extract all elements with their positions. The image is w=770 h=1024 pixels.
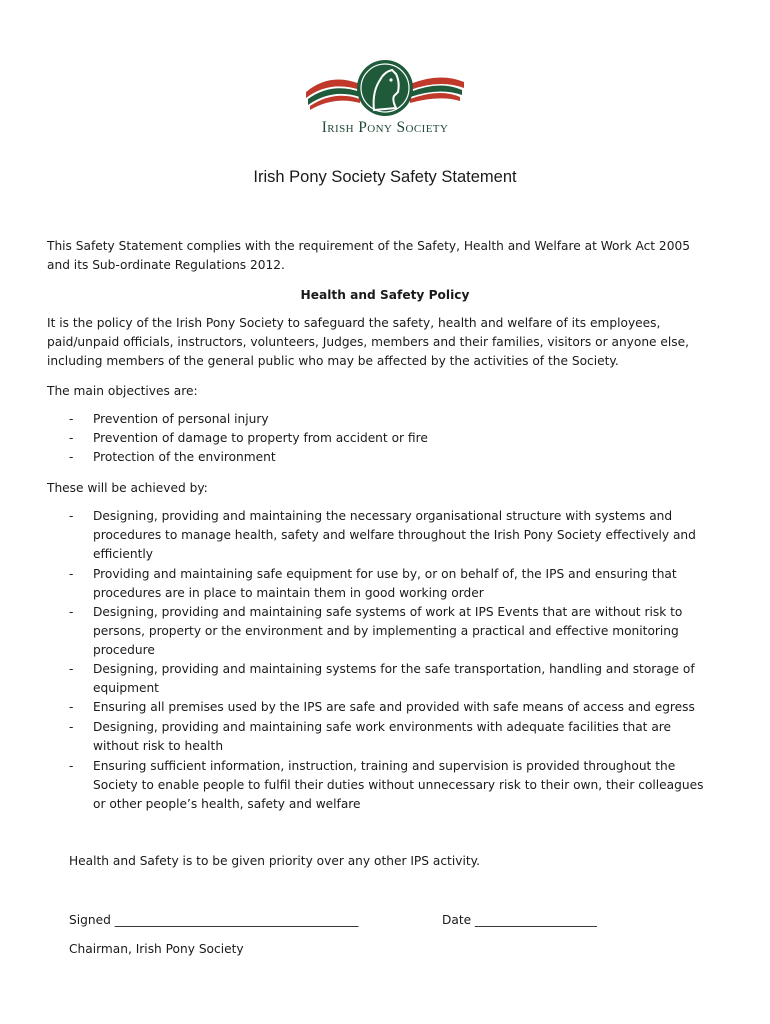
intro-line: This Safety Statement complies with the requirement of the Safety, Health and Welfare at Work Act 2005 [47,239,690,253]
objective-item: Prevention of damage to property from accident or fire [93,431,428,445]
signed-field: Signed ________________________________________ [69,913,359,927]
date-field: Date ____________________ [442,913,597,927]
achieved-item-line: Providing and maintaining safe equipment for use by, or on behalf of, the IPS and ensuring that [93,567,677,581]
achieved-item-line: efficiently [93,547,153,561]
achieved-item-line: without risk to health [93,739,224,753]
achieved-item-line: Designing, providing and maintaining the necessary organisational structure with systems and [93,509,673,523]
bullet-marker: - [69,759,74,773]
policy-line: including members of the general public who may be affected by the activities of the Society. [47,354,619,368]
priority-statement: Health and Safety is to be given priority over any other IPS activity. [69,854,480,868]
bullet-marker: - [69,662,74,676]
achieved-item-line: Ensuring all premises used by the IPS are safe and provided with safe means of access and egress [93,700,695,714]
bullet-marker: - [69,605,74,619]
achieved-item-line: equipment [93,681,159,695]
achieved-item-line: Society to enable people to fulfil their duties without unnecessary risk to their own, their colleagues [93,778,704,792]
bullet-marker: - [69,412,74,426]
achieved-label: These will be achieved by: [47,481,208,495]
page-title: Irish Pony Society Safety Statement [253,168,517,186]
achieved-item-line: persons, property or the environment and by implementing a practical and effective monitoring [93,624,679,638]
bullet-marker: - [69,431,74,445]
policy-heading: Health and Safety Policy [300,288,470,302]
achieved-item-line: procedures are in place to maintain them in good working order [93,586,484,600]
achieved-item-line: Designing, providing and maintaining safe work environments with adequate facilities that are [93,720,672,734]
policy-line: paid/unpaid officials, instructors, volunteers, Judges, members and their families, visitors or anyone else, [47,335,690,349]
bullet-marker: - [69,450,74,464]
achieved-item-line: procedures to manage health, safety and welfare throughout the Irish Pony Society effectively and [93,528,696,542]
achieved-item-line: procedure [93,643,155,657]
bullet-marker: - [69,700,74,714]
bullet-marker: - [69,567,74,581]
achieved-item-line: Designing, providing and maintaining safe systems of work at IPS Events that are without risk to [93,605,683,619]
achieved-item-line: Designing, providing and maintaining systems for the safe transportation, handling and storage of [93,662,695,676]
logo-text: Irish Pony Society [321,119,449,136]
achieved-item-line: or other people’s health, safety and welfare [93,797,361,811]
chairman-label: Chairman, Irish Pony Society [69,942,244,956]
objectives-label: The main objectives are: [47,384,198,398]
bullet-marker: - [69,509,74,523]
intro-line: and its Sub-ordinate Regulations 2012. [47,258,285,272]
objective-item: Prevention of personal injury [93,412,269,426]
bullet-marker: - [69,720,74,734]
achieved-item-line: Ensuring sufficient information, instruction, training and supervision is provided throughout the [93,759,676,773]
policy-line: It is the policy of the Irish Pony Society to safeguard the safety, health and welfare of its employees, [47,316,661,330]
objective-item: Protection of the environment [93,450,276,464]
